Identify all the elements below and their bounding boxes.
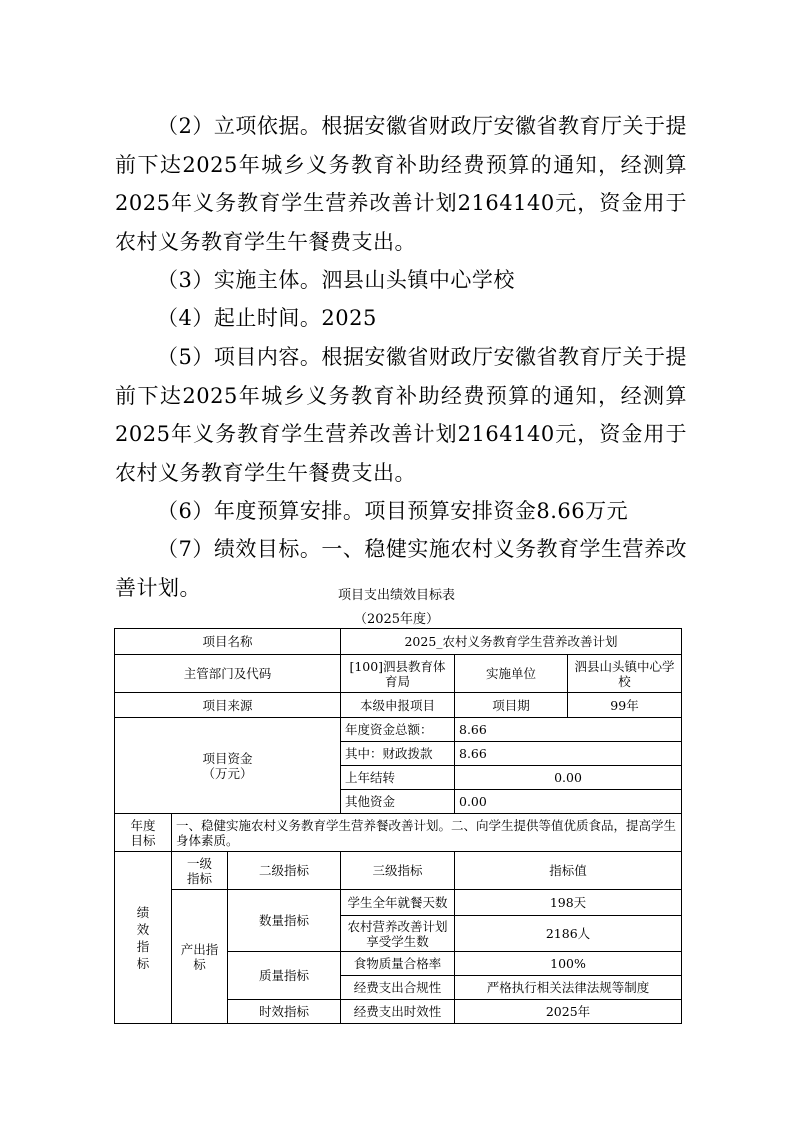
funds-total-label: 年度资金总额： xyxy=(341,718,455,742)
performance-goal-table xyxy=(114,628,682,1024)
paragraph-goal: （7）绩效目标。一、稳健实施农村义务教育学生营养改善计划。 xyxy=(115,537,687,600)
paragraph-period: （4）起止时间。2025 xyxy=(157,306,377,330)
indicator-name: 经费支出合规性 xyxy=(341,976,455,1000)
table-row xyxy=(115,629,682,655)
indicator-name: 经费支出时效性 xyxy=(341,1000,455,1024)
output-indicator-label: 产出指 标 xyxy=(172,890,228,1024)
funds-carry-label: 上年结转 xyxy=(341,766,455,790)
paragraph-content: （5）项目内容。根据安徽省财政厅安徽省教育厅关于提前下达2025年城乡义务教育补助经费预算的通知，经测算2025年义务教育学生营养改善计划2164140元，资金用于农村义务教育学生午餐费支出。 xyxy=(115,345,687,485)
table-row xyxy=(115,718,682,742)
annual-goal-value: 一、稳健实施农村义务教育学生营养餐改善计划。二、向学生提供等值优质食品，提高学生身体素质。 xyxy=(172,814,682,852)
funds-fiscal-label: 其中：财政拨款 xyxy=(341,742,455,766)
table-subtitle: （2025年度） xyxy=(353,612,440,627)
funds-other-label: 其他资金 xyxy=(341,790,455,814)
quality-indicator-label: 质量指标 xyxy=(228,952,341,1000)
table-title: 项目支出绩效目标表 xyxy=(337,588,455,603)
indicator-value: 严格执行相关法律法规等制度 xyxy=(455,976,682,1000)
table-row xyxy=(115,693,682,718)
indicator-name: 食物质量合格率 xyxy=(341,952,455,976)
indicator-name: 农村营养改善计划享受学生数 xyxy=(341,916,455,952)
funds-fiscal-value: 8.66 xyxy=(455,742,682,766)
funds-label: 项目资金 （万元） xyxy=(115,718,341,814)
paragraph-implementer: （3）实施主体。泗县山头镇中心学校 xyxy=(157,268,515,292)
source-value: 本级申报项目 xyxy=(341,693,455,718)
funds-carry-value: 0.00 xyxy=(455,766,682,790)
dept-label: 主管部门及代码 xyxy=(115,655,341,693)
indicator-value: 100% xyxy=(455,952,682,976)
funds-total-value: 8.66 xyxy=(455,718,682,742)
indicator-value: 2025年 xyxy=(455,1000,682,1024)
table-row xyxy=(115,852,682,890)
period-value: 99年 xyxy=(568,693,682,718)
table-row xyxy=(115,814,682,852)
table-row xyxy=(115,655,682,693)
indicator-name: 学生全年就餐天数 xyxy=(341,890,455,916)
timeliness-indicator-label: 时效指标 xyxy=(228,1000,341,1024)
unit-value: 泗县山头镇中心学校 xyxy=(568,655,682,693)
perf-indicator-label: 绩 效 指 标 xyxy=(115,852,172,1024)
level2-header: 二级指标 xyxy=(228,852,341,890)
period-label: 项目期 xyxy=(455,693,568,718)
indicator-value: 2186人 xyxy=(455,916,682,952)
project-name-label: 项目名称 xyxy=(115,629,341,655)
indicator-value: 198天 xyxy=(455,890,682,916)
source-label: 项目来源 xyxy=(115,693,341,718)
paragraph-budget: （6）年度预算安排。项目预算安排资金8.66万元 xyxy=(157,499,629,523)
dept-value: [100]泗县教育体育局 xyxy=(341,655,455,693)
level3-header: 三级指标 xyxy=(341,852,455,890)
table-row xyxy=(115,890,682,916)
annual-goal-label: 年度 目标 xyxy=(115,814,172,852)
value-header: 指标值 xyxy=(455,852,682,890)
quantity-indicator-label: 数量指标 xyxy=(228,890,341,952)
project-name-value: 2025_农村义务教育学生营养改善计划 xyxy=(341,629,682,655)
level1-header: 一级 指标 xyxy=(172,852,228,890)
unit-label: 实施单位 xyxy=(455,655,568,693)
paragraph-basis: （2）立项依据。根据安徽省财政厅安徽省教育厅关于提前下达2025年城乡义务教育补助经费预算的通知，经测算2025年义务教育学生营养改善计划2164140元，资金用于农村义务教育学生午餐费支出。 xyxy=(115,114,687,254)
funds-other-value: 0.00 xyxy=(455,790,682,814)
